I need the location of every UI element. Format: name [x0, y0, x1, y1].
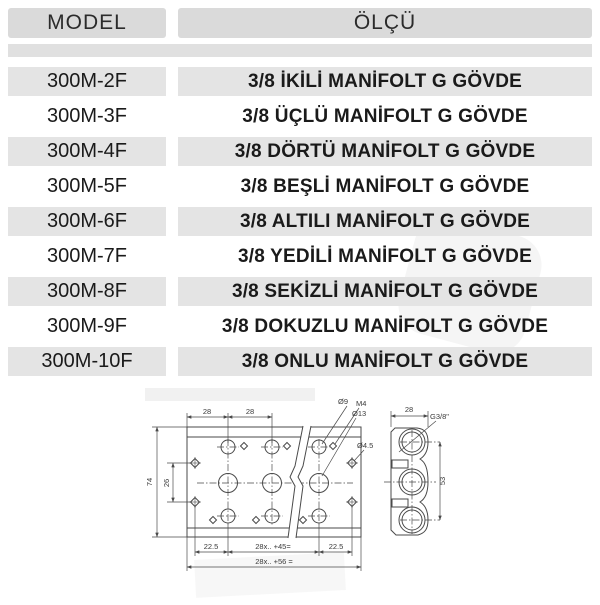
olcu-cell: 3/8 ALTILI MANİFOLT G GÖVDE [178, 207, 592, 236]
table-row [8, 207, 592, 236]
dim-span-formula: 28x.. +45= [255, 542, 291, 551]
technical-drawing [140, 385, 500, 600]
spec-table [8, 67, 592, 376]
table-row [8, 67, 592, 96]
plate-outline [187, 427, 361, 537]
manifold-drawing-svg [140, 385, 500, 600]
model-cell: 300M-7F [46, 245, 128, 267]
olcu-cell: 3/8 SEKİZLİ MANİFOLT G GÖVDE [178, 277, 592, 306]
column-header-olcu: ÖLÇÜ [178, 8, 592, 38]
model-cell: 300M-3F [46, 105, 128, 127]
side-view [384, 411, 440, 535]
dim-height: 74 [145, 477, 154, 487]
model-cell: 300M-10F [8, 347, 166, 376]
table-row [8, 172, 592, 201]
side-slot [392, 460, 408, 468]
table-row [8, 312, 592, 341]
label-thread: M4 [356, 399, 367, 408]
side-dim-port-spacing: 53 [438, 476, 447, 486]
model-cell: 300M-9F [46, 315, 128, 337]
dim-pitch-1: 28 [202, 407, 212, 416]
table-row [8, 277, 592, 306]
model-cell: 300M-5F [46, 175, 128, 197]
table-row [8, 242, 592, 271]
corner-holes [189, 457, 358, 508]
side-dim-width: 28 [404, 405, 414, 414]
model-cell: 300M-8F [8, 277, 166, 306]
olcu-cell: 3/8 BEŞLİ MANİFOLT G GÖVDE [240, 175, 530, 197]
table-row [8, 137, 592, 166]
olcu-cell: 3/8 İKİLİ MANİFOLT G GÖVDE [178, 67, 592, 96]
label-mid-hole: Ø13 [352, 409, 367, 418]
side-slot [392, 499, 408, 507]
olcu-cell: 3/8 YEDİLİ MANİFOLT G GÖVDE [238, 245, 532, 267]
model-cell: 300M-2F [8, 67, 166, 96]
label-top-hole: Ø9 [338, 397, 349, 406]
side-label-port: G3/8" [430, 412, 449, 421]
table-header [8, 8, 592, 38]
label-corner-hole: Ø4.5 [357, 441, 374, 450]
dim-pitch-2: 28 [245, 407, 255, 416]
centerlines [197, 439, 353, 525]
header-separator-bar [8, 44, 592, 57]
column-header-model: MODEL [8, 8, 166, 38]
model-cell: 300M-4F [8, 137, 166, 166]
model-cell: 300M-6F [8, 207, 166, 236]
table-row [8, 347, 592, 376]
table-row [8, 102, 592, 131]
side-dimensions [391, 411, 440, 520]
olcu-cell: 3/8 DOKUZLU MANİFOLT G GÖVDE [221, 315, 549, 337]
dim-edge-right: 22.5 [328, 542, 344, 551]
olcu-cell: 3/8 DÖRTÜ MANİFOLT G GÖVDE [178, 137, 592, 166]
olcu-cell: 3/8 ÜÇLÜ MANİFOLT G GÖVDE [242, 105, 528, 127]
dim-edge-left: 22.5 [203, 542, 219, 551]
olcu-cell: 3/8 ONLU MANİFOLT G GÖVDE [178, 347, 592, 376]
dim-total-formula: 28x.. +56 = [255, 557, 293, 566]
dim-hole-spacing: 26 [162, 478, 171, 488]
